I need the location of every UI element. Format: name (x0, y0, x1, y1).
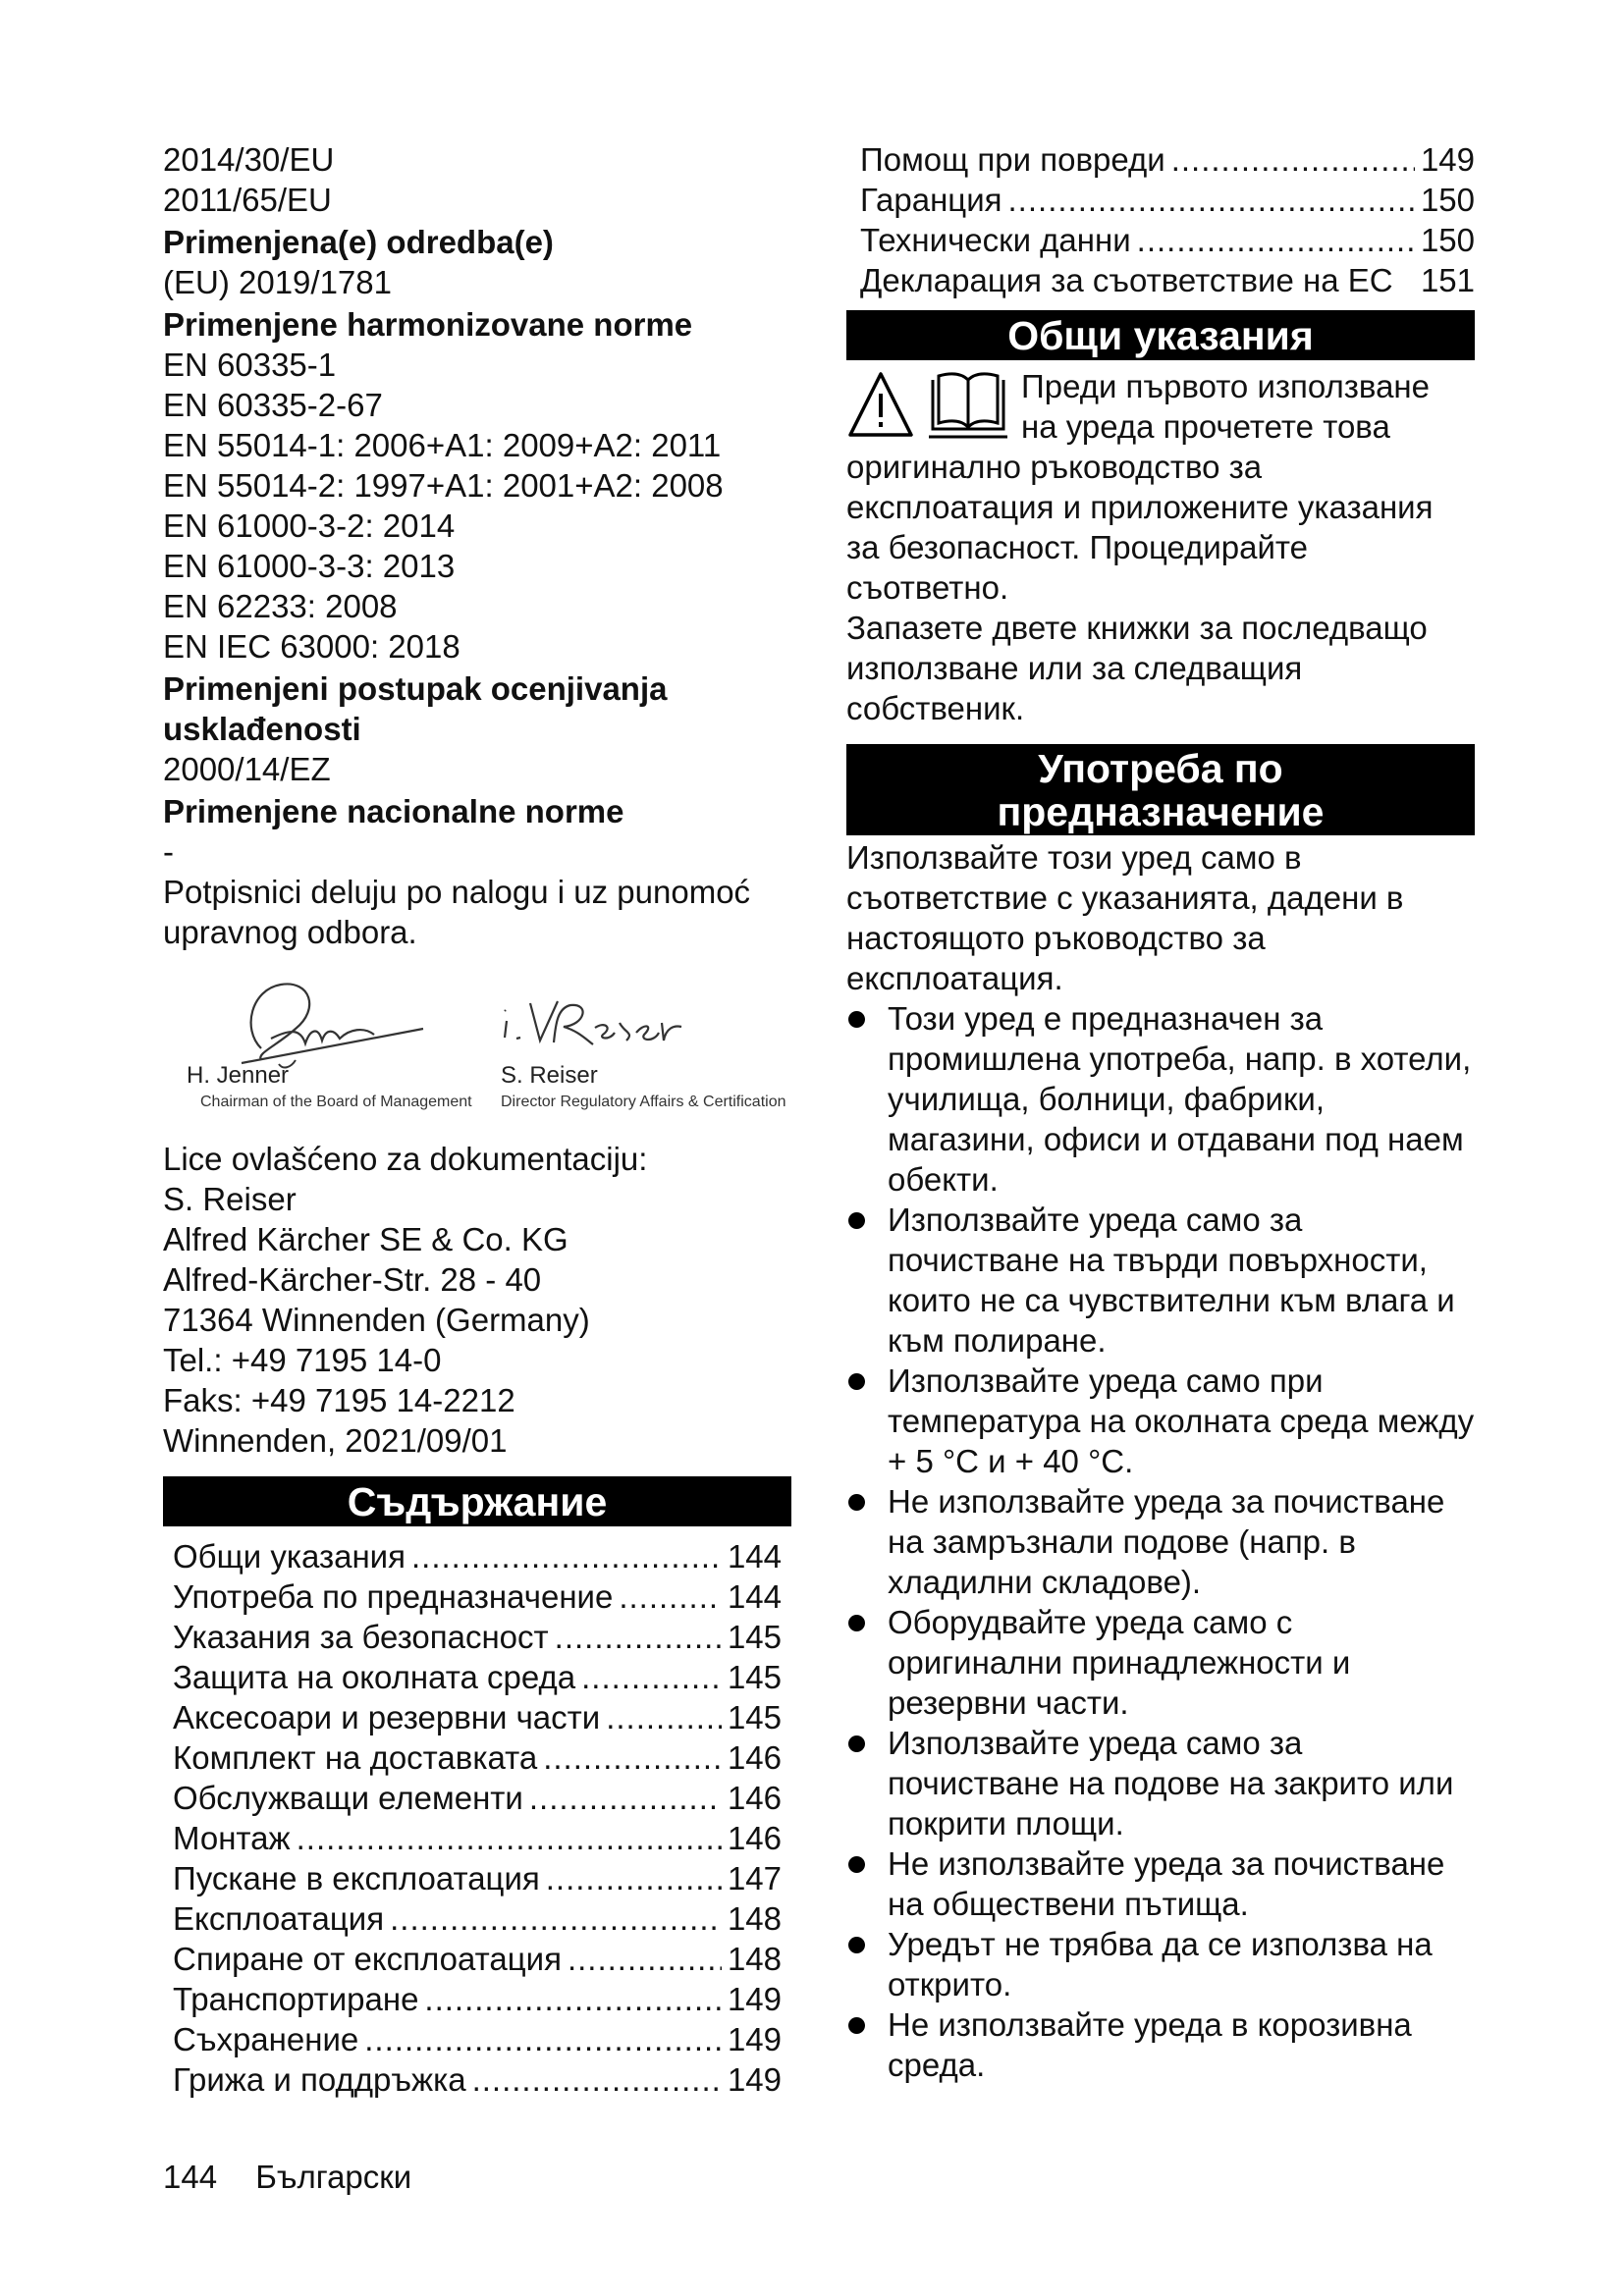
toc-leader (390, 1898, 722, 1939)
contact-line: Faks: +49 7195 14-2212 (163, 1382, 515, 1418)
general-notes-heading: Общи указания (846, 310, 1475, 360)
toc-page: 146 (727, 1820, 782, 1856)
list-item (846, 1361, 1475, 1481)
list-item (846, 1843, 1475, 1924)
toc-title: Защита на околната среда (173, 1659, 576, 1695)
toc-title: Експлоатация (173, 1900, 385, 1937)
toc-title: Грижа и поддръжка (173, 2061, 466, 2098)
toc-leader (1008, 180, 1415, 220)
norm-line: EN IEC 63000: 2018 (163, 628, 460, 665)
toc-page: 149 (727, 2021, 782, 2057)
toc-item[interactable] (173, 1576, 782, 1617)
norm-line: EN 60335-2-67 (163, 387, 383, 423)
list-item (846, 1481, 1475, 1602)
section-heading: Primenjeni postupak ocenjivanja usklađenosti (163, 670, 668, 747)
toc-title: Декларация за съответствие на ЕС (860, 262, 1393, 298)
toc-page: 145 (727, 1699, 782, 1735)
toc-item[interactable] (173, 1979, 782, 2019)
toc-title: Спиране от експлоатация (173, 1941, 562, 1977)
section-line: (EU) 2019/1781 (163, 264, 392, 300)
list-item (846, 1723, 1475, 1843)
signatory-role: Chairman of the Board of Management (200, 1094, 472, 1110)
section-heading: Primenjene harmonizovane norme (163, 306, 693, 343)
page-number: 144 (163, 2159, 218, 2195)
toc-page: 148 (727, 1941, 782, 1977)
heading-line: предназначение (997, 789, 1325, 834)
toc-item[interactable] (173, 1858, 782, 1898)
bullet-icon (848, 1011, 865, 1028)
bullet-icon (848, 1937, 865, 1953)
norm-line: EN 55014-1: 2006+A1: 2009+A2: 2011 (163, 427, 722, 463)
general-notes-text-2: Запазете двете книжки за последващо използване или за следващия собственик. (846, 610, 1428, 726)
list-item-text: Не използвайте уреда за почистване на обществени пътища. (888, 1845, 1445, 1922)
toc-page: 150 (1420, 182, 1475, 218)
section-heading: Primenjena(e) odredba(e) (163, 224, 554, 260)
directive-line: 2014/30/EU (163, 141, 335, 178)
contact-line: 71364 Winnenden (Germany) (163, 1302, 590, 1338)
signatures (163, 952, 791, 1139)
contact-line: Winnenden, 2021/09/01 (163, 1422, 508, 1459)
toc-title: Общи указания (173, 1538, 406, 1575)
toc-item[interactable] (860, 180, 1475, 220)
contact-line: Tel.: +49 7195 14-0 (163, 1342, 442, 1378)
section-line: - (163, 833, 174, 870)
intended-use-heading (846, 744, 1475, 835)
list-item (846, 1200, 1475, 1361)
toc-leader (555, 1617, 722, 1657)
toc-title: Технически данни (860, 222, 1131, 258)
bullet-icon (848, 1615, 865, 1631)
toc-leader (1137, 220, 1415, 260)
toc-item[interactable] (173, 1737, 782, 1778)
toc-item[interactable] (173, 1898, 782, 1939)
directive-line: 2011/65/EU (163, 182, 332, 218)
signatory-name: S. Reiser (501, 1062, 598, 1089)
toc-item[interactable] (173, 1778, 782, 1818)
bullet-icon (848, 1494, 865, 1511)
toc-title: Аксесоари и резервни части (173, 1699, 601, 1735)
contact-line: Alfred Kärcher SE & Co. KG (163, 1221, 568, 1257)
toc-page: 144 (727, 1578, 782, 1615)
list-item-text: Този уред е предназначен за промишлена употреба, напр. в хотели, училища, болници, фабрики, магазини, офиси и отдавани под наем обекти. (888, 1000, 1472, 1198)
toc-item[interactable] (173, 1657, 782, 1697)
bullet-list (846, 998, 1475, 2085)
list-item-text: Използвайте уреда само за почистване на твърди повърхности, които не са чувствителни към влага и към полиране. (888, 1201, 1455, 1359)
list-item-text: Не използвайте уреда за почистване на замръзнали подове (напр. в хладилни складове). (888, 1483, 1445, 1600)
warning-manual-icon (846, 368, 1013, 441)
left-column (163, 139, 791, 2100)
toc-leader (543, 1737, 722, 1778)
list-item-text: Използвайте уреда само при температура на околната среда между + 5 °C и + 40 °C. (888, 1362, 1475, 1479)
signatories-note: Potpisnici deluju po nalogu i uz punomoć upravnog odbora. (163, 874, 751, 950)
toc-page: 144 (727, 1538, 782, 1575)
bullet-icon (848, 1373, 865, 1390)
norm-line: EN 62233: 2008 (163, 588, 398, 624)
toc-page: 145 (727, 1659, 782, 1695)
toc-leader (1171, 139, 1415, 180)
toc-title: Съхранение (173, 2021, 359, 2057)
signatory-name: H. Jenner (187, 1062, 290, 1089)
toc-leader (606, 1697, 722, 1737)
page-footer (163, 2157, 411, 2197)
toc-page: 146 (727, 1780, 782, 1816)
list-item-text: Оборудвайте уреда само с оригинални принадлежности и резервни части. (888, 1604, 1351, 1721)
toc-item[interactable] (173, 1536, 782, 1576)
toc-item[interactable] (860, 139, 1475, 180)
toc-page: 149 (1420, 141, 1475, 178)
bullet-icon (848, 1212, 865, 1229)
contact-line: S. Reiser (163, 1181, 297, 1217)
list-item-text: Уредът не трябва да се използва на открито. (888, 1926, 1433, 2002)
toc-leader (297, 1818, 722, 1858)
toc-item[interactable] (173, 2019, 782, 2059)
toc-leader (581, 1657, 722, 1697)
toc-item[interactable] (860, 260, 1475, 300)
toc-title: Монтаж (173, 1820, 291, 1856)
contact-line: Alfred-Kärcher-Str. 28 - 40 (163, 1261, 542, 1298)
general-notes-text: оригинално ръководство за експлоатация и приложените указания за безопасност. Процедирайте съответно. (846, 449, 1434, 606)
toc-leader (364, 2019, 722, 2059)
footer-language: Български (255, 2159, 412, 2195)
toc-page: 149 (727, 1981, 782, 2017)
toc-leader (568, 1939, 722, 1979)
toc-item[interactable] (173, 2059, 782, 2100)
norm-line: EN 55014-2: 1997+A1: 2001+A2: 2008 (163, 467, 724, 504)
toc-heading: Съдържание (163, 1476, 791, 1526)
bullet-icon (848, 1856, 865, 1873)
list-item (846, 998, 1475, 1200)
bullet-icon (848, 2017, 865, 2034)
toc-item[interactable] (860, 220, 1475, 260)
toc-page: 149 (727, 2061, 782, 2098)
toc-page: 147 (727, 1860, 782, 1896)
toc-item[interactable] (173, 1617, 782, 1657)
toc-item[interactable] (173, 1939, 782, 1979)
toc-leader (411, 1536, 722, 1576)
norm-line: EN 61000-3-3: 2013 (163, 548, 456, 584)
toc-title: Помощ при повреди (860, 141, 1165, 178)
toc-item[interactable] (173, 1697, 782, 1737)
toc-page: 150 (1420, 222, 1475, 258)
list-item (846, 1924, 1475, 2004)
toc-leader (546, 1858, 722, 1898)
right-column (846, 139, 1475, 2085)
toc-page: 145 (727, 1619, 782, 1655)
toc-title: Транспортиране (173, 1981, 419, 2017)
contact-line: Lice ovlašćeno za dokumentaciju: (163, 1141, 648, 1177)
toc-leader (472, 2059, 722, 2100)
bullet-icon (848, 1735, 865, 1752)
heading-line: Употреба по (1038, 746, 1283, 791)
toc-page: 148 (727, 1900, 782, 1937)
toc-leader (529, 1778, 722, 1818)
toc-list-continued (846, 139, 1475, 300)
list-item-text: Използвайте уреда само за почистване на подове на закрито или покрити площи. (888, 1725, 1454, 1842)
toc-leader (424, 1979, 722, 2019)
intro-line: Преди първото използване (1021, 368, 1430, 404)
toc-title: Указания за безопасност (173, 1619, 549, 1655)
section-heading: Primenjene nacionalne norme (163, 793, 624, 829)
section-line: 2000/14/EZ (163, 751, 331, 787)
norm-line: EN 60335-1 (163, 347, 337, 383)
toc-list (163, 1536, 782, 2100)
toc-page: 146 (727, 1739, 782, 1776)
signatory-role: Director Regulatory Affairs & Certification (501, 1094, 786, 1110)
toc-item[interactable] (173, 1818, 782, 1858)
toc-leader (619, 1576, 722, 1617)
toc-page: 151 (1420, 262, 1475, 298)
signature-reiser-image (497, 984, 693, 1067)
list-item-text: Не използвайте уреда в корозивна среда. (888, 2006, 1412, 2083)
intended-use-intro: Използвайте този уред само в съответствие с указанията, дадени в настоящото ръководство за експлоатация. (846, 839, 1404, 996)
toc-title: Употреба по предназначение (173, 1578, 614, 1615)
list-item (846, 2004, 1475, 2085)
toc-title: Комплект на доставката (173, 1739, 538, 1776)
norm-line: EN 61000-3-2: 2014 (163, 507, 456, 544)
intro-line: на уреда прочетете това (1021, 408, 1390, 445)
list-item (846, 1602, 1475, 1723)
toc-title: Обслужващи елементи (173, 1780, 523, 1816)
general-notes-intro (846, 366, 1475, 447)
toc-title: Пускане в експлоатация (173, 1860, 540, 1896)
toc-title: Гаранция (860, 182, 1002, 218)
